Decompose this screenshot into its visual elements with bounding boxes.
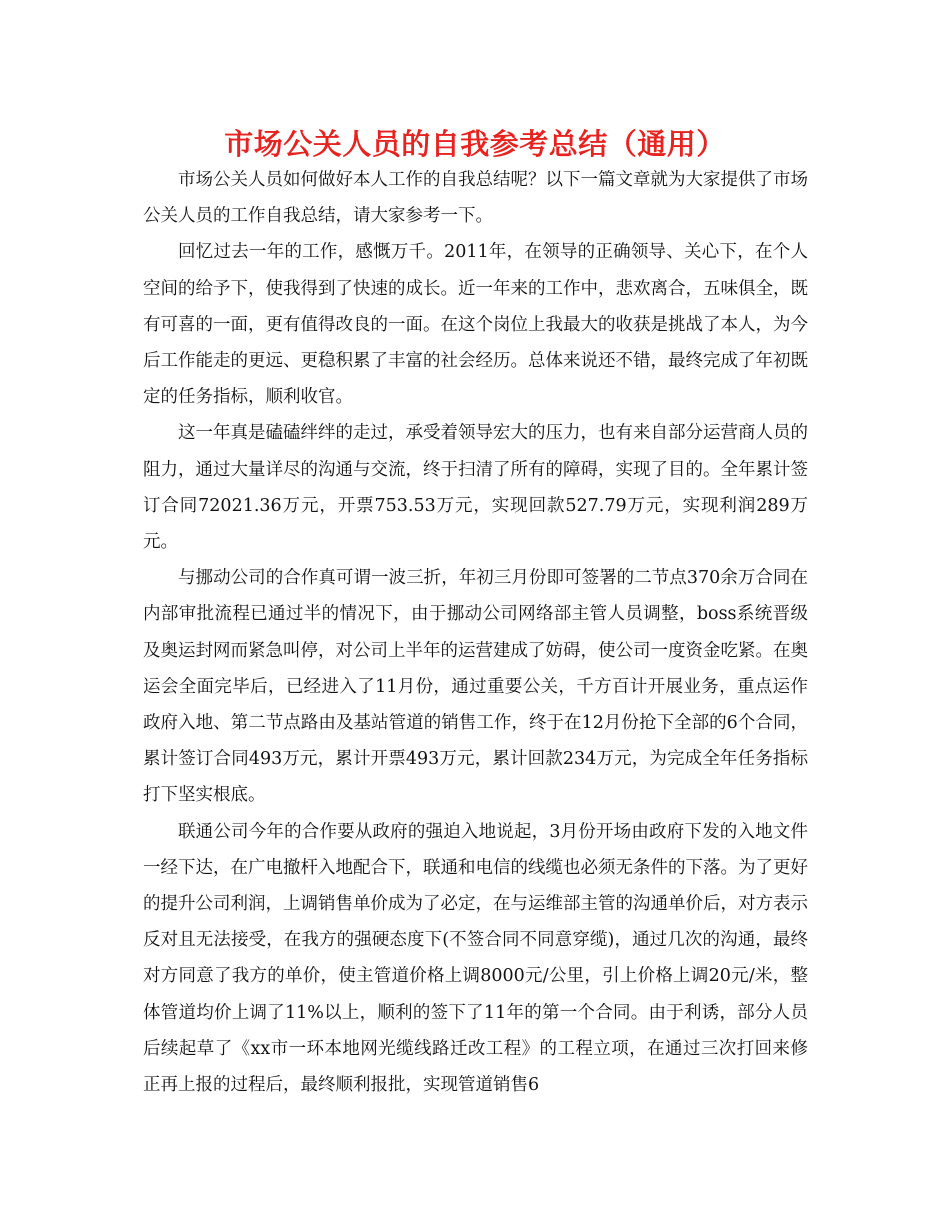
- paragraph-unicom-cooperation: 联通公司今年的合作要从政府的强迫入地说起，3月份开场由政府下发的入地文件一经下达，在广电撤杆入地配合下，联通和电信的线缆也必须无条件的下落。为了更好的提升公司利润，上调销售单价成为了必定，在与运维部主管的沟通单价后，对方表示反对且无法接受，在我方的强硬态度下(不签合同不同意穿缆)，通过几次的沟通，最终对方同意了我方的单价，使主管道价格上调8000元/公里，引上价格上调20元/米，整体管道均价上调了11%以上，顺利的签下了11年的第一个合同。由于利诱，部分人员后续起草了《xx市一环本地网光缆线路迁改工程》的工程立项，在通过三次打回来修正再上报的过程后，最终顺利报批，实现管道销售6: [143, 821, 808, 1096]
- document-body: [143, 162, 808, 1103]
- paragraph-review: 回忆过去一年的工作，感慨万千。2011年，在领导的正确领导、关心下，在个人空间的给予下，使我得到了快速的成长。近一年来的工作中，悲欢离合，五味俱全，既有可喜的一面，更有值得改良的一面。在这个岗位上我最大的收获是挑战了本人，为今后工作能走的更远、更稳积累了丰富的社会经历。总体来说还不错，最终完成了年初既定的任务指标，顺利收官。: [143, 242, 808, 408]
- document-title: 市场公关人员的自我参考总结（通用）: [224, 127, 726, 161]
- paragraph-intro: 市场公关人员如何做好本人工作的自我总结呢？以下一篇文章就为大家提供了市场公关人员的工作自我总结，请大家参考一下。: [143, 170, 808, 227]
- paragraph-results: 这一年真是磕磕绊绊的走过，承受着领导宏大的压力，也有来自部分运营商人员的阻力，通过大量详尽的沟通与交流，终于扫清了所有的障碍，实现了目的。全年累计签订合同72021.36万元，开票753.53万元，实现回款527.79万元，实现利润289万元。: [143, 423, 808, 553]
- paragraph-mobile-cooperation: 与挪动公司的合作真可谓一波三折，年初三月份即可签署的二节点370余万合同在内部审批流程已通过半的情况下，由于挪动公司网络部主管人员调整，boss系统晋级及奥运封网而紧急叫停，对公司上半年的运营建成了妨碍，使公司一度资金吃紧。在奥运会全面完毕后，已经进入了11月份，通过重要公关，千方百计开展业务，重点运作政府入地、第二节点路由及基站管道的销售工作，终于在12月份抢下全部的6个合同，累计签订合同493万元，累计开票493万元，累计回款234万元，为完成全年任务指标打下坚实根底。: [143, 568, 808, 806]
